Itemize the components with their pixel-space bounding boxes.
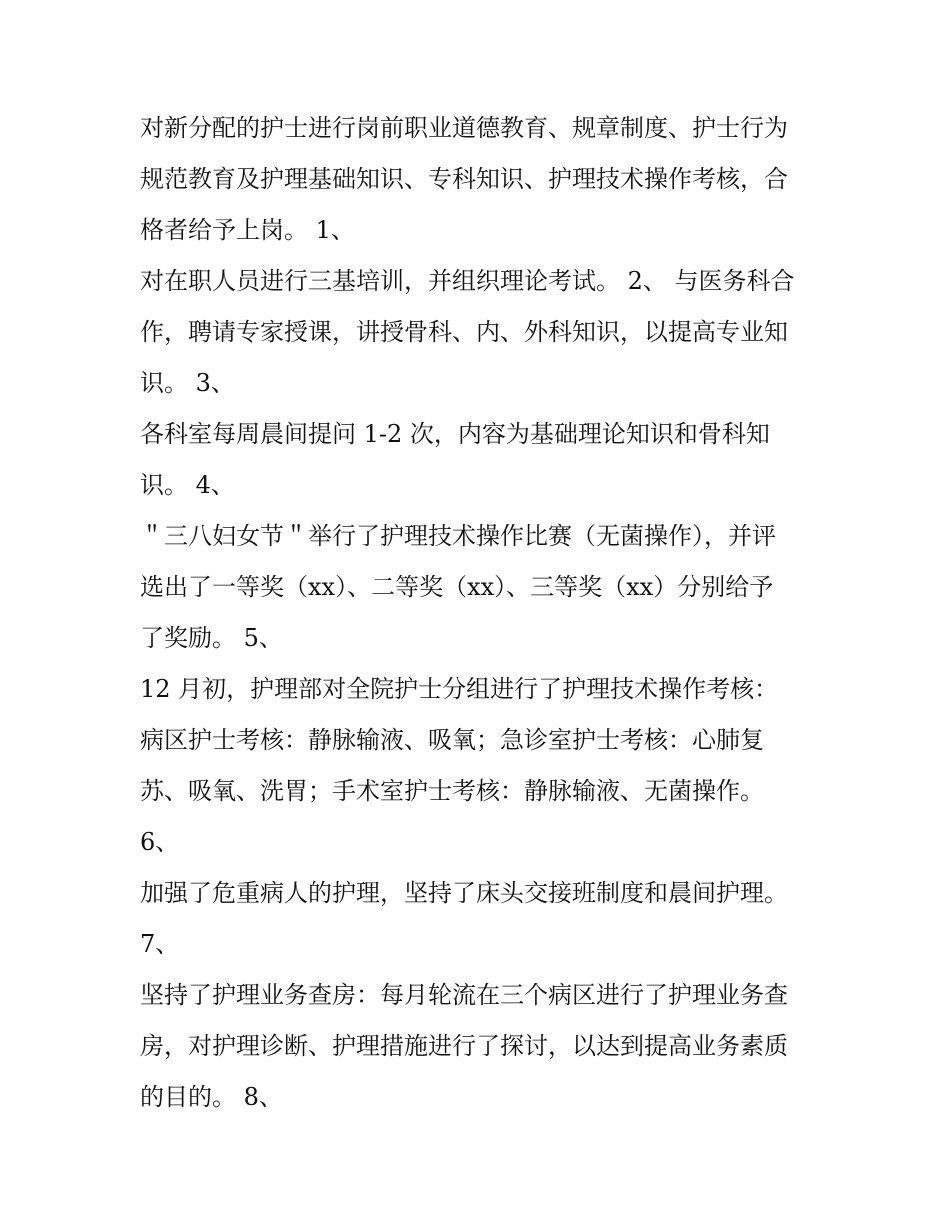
text-line-17: 7、 bbox=[140, 930, 180, 958]
text-line-18: 坚持了护理业务查房：每月轮流在三个病区进行了护理业务查 bbox=[140, 981, 788, 1009]
text-line-5: 作，聘请专家授课，讲授骨科、内、外科知识，以提高专业知 bbox=[140, 318, 788, 346]
text-line-1: 对新分配的护士进行岗前职业道德教育、规章制度、护士行为 bbox=[140, 114, 788, 142]
text-line-3: 格者给予上岗。 1、 bbox=[140, 216, 355, 244]
text-line-2: 规范教育及护理基础知识、专科知识、护理技术操作考核，合 bbox=[140, 165, 788, 193]
text-line-19: 房，对护理诊断、护理措施进行了探讨，以达到提高业务素质 bbox=[140, 1032, 788, 1060]
text-line-4: 对在职人员进行三基培训，并组织理论考试。 2、 与医务科合 bbox=[140, 267, 795, 295]
text-line-20: 的目的。 8、 bbox=[140, 1083, 283, 1111]
text-line-6: 识。 3、 bbox=[140, 369, 235, 397]
text-line-14: 苏、吸氧、洗胃；手术室护士考核：静脉输液、无菌操作。 bbox=[140, 777, 764, 805]
text-line-15: 6、 bbox=[140, 828, 180, 856]
text-line-13: 病区护士考核：静脉输液、吸氧；急诊室护士考核：心肺复 bbox=[140, 726, 764, 754]
text-line-8: 识。 4、 bbox=[140, 471, 235, 499]
text-line-16: 加强了危重病人的护理，坚持了床头交接班制度和晨间护理。 bbox=[140, 879, 788, 907]
text-line-7: 各科室每周晨间提问 1-2 次，内容为基础理论知识和骨科知 bbox=[140, 420, 770, 448]
text-line-9: ＂三八妇女节＂举行了护理技术操作比赛（无菌操作），并评 bbox=[140, 522, 776, 550]
document-body bbox=[140, 103, 830, 1123]
text-line-12: 12 月初，护理部对全院护士分组进行了护理技术操作考核： bbox=[140, 675, 779, 703]
text-line-11: 了奖励。 5、 bbox=[140, 624, 283, 652]
text-line-10: 选出了一等奖（xx）、二等奖（xx）、三等奖（xx）分别给予 bbox=[140, 573, 774, 601]
